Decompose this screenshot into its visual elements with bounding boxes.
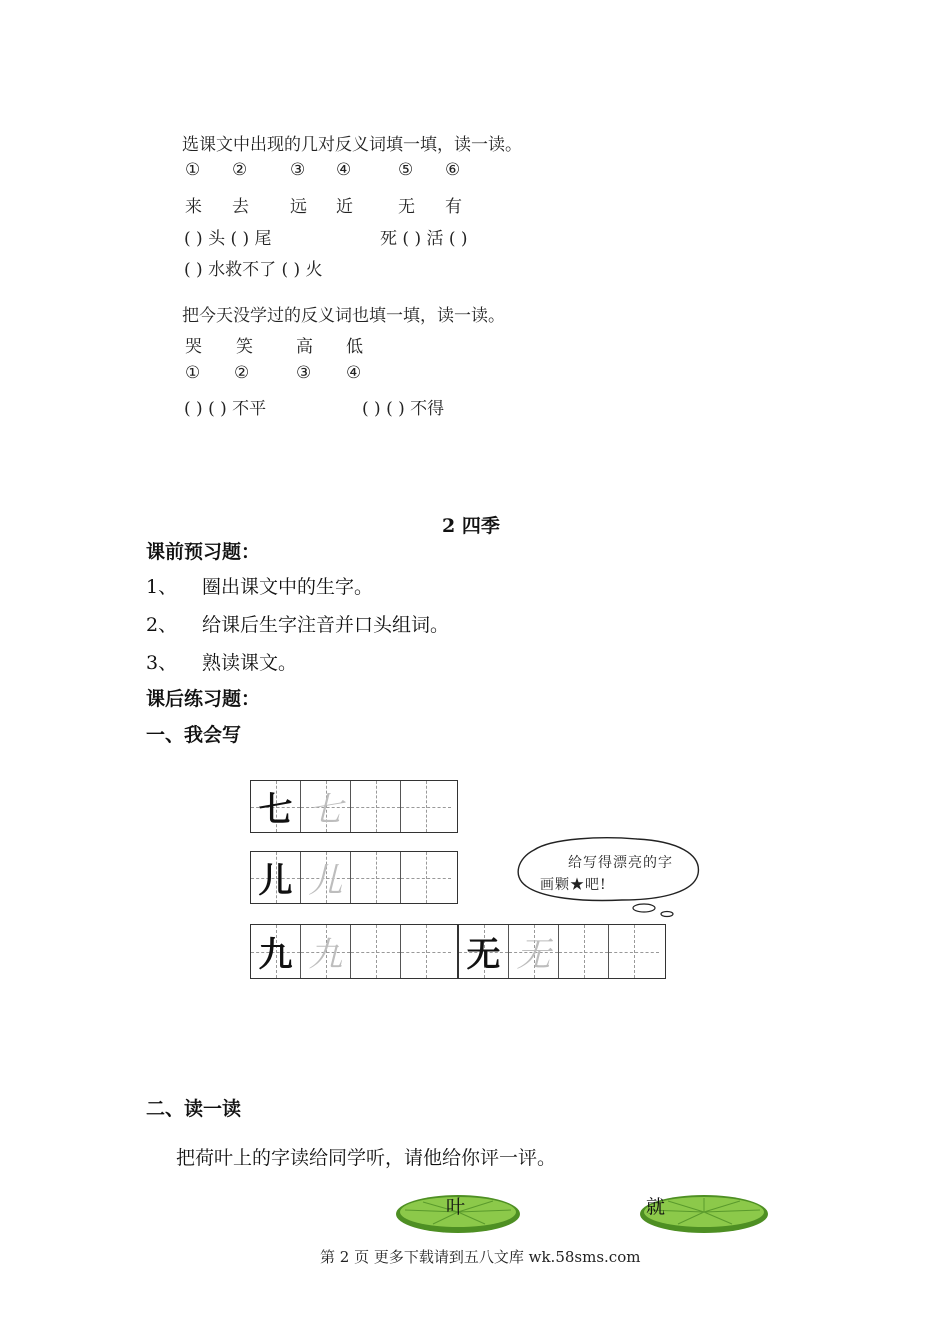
number-label: ③ xyxy=(296,363,312,383)
writing-cell[interactable] xyxy=(351,852,401,903)
bubble-text-line: 画颗★吧! xyxy=(540,877,607,893)
grid-cell xyxy=(251,925,301,978)
number-label: ① xyxy=(185,363,201,383)
antonym-word: 近 xyxy=(336,197,353,217)
grid-cell xyxy=(301,781,351,832)
grid-cell xyxy=(251,852,301,903)
number-label: ④ xyxy=(336,160,352,180)
instruction-new-antonyms: 把今天没学过的反义词也填一填，读一读。 xyxy=(182,306,505,326)
antonym-word: 笑 xyxy=(236,337,253,357)
antonym-word: 远 xyxy=(290,197,307,217)
fill-blank-line: ( ) ( ) 不得 xyxy=(362,399,445,419)
writing-grid-jiu xyxy=(250,924,458,979)
number-label: ② xyxy=(234,363,250,383)
fill-blank-line: ( ) 水救不了 ( ) 火 xyxy=(184,260,323,280)
leaf-word: 就 xyxy=(646,1196,666,1218)
antonym-word: 无 xyxy=(398,197,415,217)
writing-cell[interactable] xyxy=(609,925,659,978)
antonym-word: 去 xyxy=(232,197,249,217)
bubble-text-line: 给写得漂亮的字 xyxy=(568,855,673,871)
number-label: ③ xyxy=(290,160,306,180)
model-char: 九 xyxy=(258,935,293,975)
grid-cell xyxy=(251,781,301,832)
writing-cell[interactable] xyxy=(559,925,609,978)
leaf-word: 叶 xyxy=(446,1196,466,1218)
writing-cell[interactable] xyxy=(351,925,401,978)
antonym-word: 有 xyxy=(445,197,462,217)
grid-cell xyxy=(509,925,559,978)
fill-blank-line: 死 ( ) 活 ( ) xyxy=(380,229,468,249)
preview-heading: 课前预习题： xyxy=(146,541,261,563)
trace-char: 七 xyxy=(308,790,343,830)
antonym-word: 高 xyxy=(296,337,313,357)
number-label: ① xyxy=(185,160,201,180)
writing-grid-er xyxy=(250,851,458,904)
part2-instruction: 把荷叶上的字读给同学听，请他给你评一评。 xyxy=(176,1147,557,1169)
fill-blank-line: ( ) 头 ( ) 尾 xyxy=(184,229,272,249)
instruction-antonyms: 选课文中出现的几对反义词填一填，读一读。 xyxy=(182,135,522,155)
number-label: ② xyxy=(232,160,248,180)
fill-blank-line: ( ) ( ) 不平 xyxy=(184,399,267,419)
number-label: ⑥ xyxy=(445,160,461,180)
writing-cell[interactable] xyxy=(401,781,451,832)
lesson-title: 2 四季 xyxy=(442,515,500,537)
antonym-word: 低 xyxy=(346,337,363,357)
list-item: 圈出课文中的生字。 xyxy=(202,576,374,598)
trace-char: 儿 xyxy=(308,861,343,901)
writing-cell[interactable] xyxy=(351,781,401,832)
number-label: ⑤ xyxy=(398,160,414,180)
antonym-word: 来 xyxy=(185,197,202,217)
grid-cell xyxy=(301,925,351,978)
model-char: 七 xyxy=(258,790,293,830)
grid-cell xyxy=(301,852,351,903)
model-char: 无 xyxy=(466,935,501,975)
list-item: 熟读课文。 xyxy=(202,652,298,674)
writing-grid-qi xyxy=(250,780,458,833)
list-item: 给课后生字注音并口头组词。 xyxy=(202,614,450,636)
practice-heading: 课后练习题： xyxy=(146,688,261,710)
trace-char: 九 xyxy=(308,935,343,975)
antonym-word: 哭 xyxy=(185,337,202,357)
number-label: ④ xyxy=(346,363,362,383)
grid-cell xyxy=(459,925,509,978)
writing-grid-wu xyxy=(458,924,666,979)
list-number: 1、 xyxy=(146,576,178,598)
writing-cell[interactable] xyxy=(401,925,451,978)
part1-heading: 一、我会写 xyxy=(146,724,242,746)
model-char: 儿 xyxy=(258,861,293,901)
list-number: 2、 xyxy=(146,614,178,636)
list-number: 3、 xyxy=(146,652,178,674)
trace-char: 无 xyxy=(516,935,551,975)
page-footer: 第 2 页 更多下载请到五八文库 wk.58sms.com xyxy=(320,1248,641,1266)
part2-heading: 二、读一读 xyxy=(146,1098,242,1120)
writing-cell[interactable] xyxy=(401,852,451,903)
